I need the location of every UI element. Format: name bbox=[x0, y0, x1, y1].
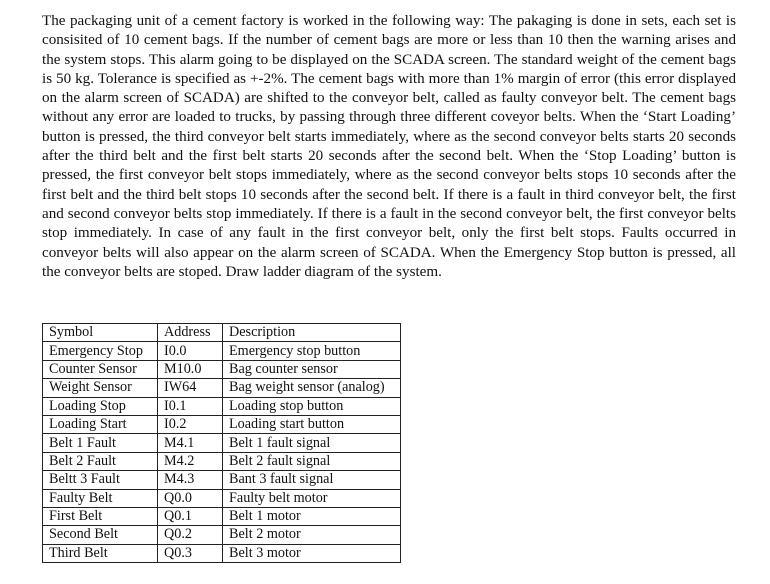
cell-symbol: Weight Sensor bbox=[43, 379, 158, 397]
header-address: Address bbox=[158, 324, 223, 342]
table-row bbox=[43, 526, 401, 544]
cell-address: I0.1 bbox=[158, 397, 223, 415]
cell-address: M10.0 bbox=[158, 360, 223, 378]
table-row bbox=[43, 415, 401, 433]
cell-address: I0.0 bbox=[158, 342, 223, 360]
table-row bbox=[43, 342, 401, 360]
table-row bbox=[43, 507, 401, 525]
cell-address: M4.3 bbox=[158, 471, 223, 489]
cell-description: Bant 3 fault signal bbox=[223, 471, 401, 489]
table-row bbox=[43, 544, 401, 562]
cell-description: Bag counter sensor bbox=[223, 360, 401, 378]
cell-symbol: Faulty Belt bbox=[43, 489, 158, 507]
cell-description: Belt 2 motor bbox=[223, 526, 401, 544]
table-header-row bbox=[43, 324, 401, 342]
cell-description: Emergency stop button bbox=[223, 342, 401, 360]
cell-symbol: Loading Stop bbox=[43, 397, 158, 415]
io-assignment-table bbox=[42, 323, 401, 563]
cell-description: Belt 1 motor bbox=[223, 507, 401, 525]
cell-symbol: Belt 2 Fault bbox=[43, 452, 158, 470]
cell-symbol: Beltt 3 Fault bbox=[43, 471, 158, 489]
table-row bbox=[43, 489, 401, 507]
cell-symbol: Belt 1 Fault bbox=[43, 434, 158, 452]
cell-address: Q0.2 bbox=[158, 526, 223, 544]
table-row bbox=[43, 452, 401, 470]
cell-address: Q0.0 bbox=[158, 489, 223, 507]
cell-description: Belt 3 motor bbox=[223, 544, 401, 562]
cell-address: IW64 bbox=[158, 379, 223, 397]
header-description: Description bbox=[223, 324, 401, 342]
cell-description: Loading stop button bbox=[223, 397, 401, 415]
cell-address: Q0.1 bbox=[158, 507, 223, 525]
cell-symbol: Second Belt bbox=[43, 526, 158, 544]
cell-description: Bag weight sensor (analog) bbox=[223, 379, 401, 397]
cell-address: Q0.3 bbox=[158, 544, 223, 562]
table-row bbox=[43, 397, 401, 415]
cell-symbol: Counter Sensor bbox=[43, 360, 158, 378]
cell-address: M4.1 bbox=[158, 434, 223, 452]
header-symbol: Symbol bbox=[43, 324, 158, 342]
cell-description: Belt 1 fault signal bbox=[223, 434, 401, 452]
cell-symbol: Emergency Stop bbox=[43, 342, 158, 360]
cell-address: M4.2 bbox=[158, 452, 223, 470]
cell-description: Belt 2 fault signal bbox=[223, 452, 401, 470]
cell-symbol: Third Belt bbox=[43, 544, 158, 562]
cell-description: Loading start button bbox=[223, 415, 401, 433]
table-row bbox=[43, 434, 401, 452]
table-row bbox=[43, 471, 401, 489]
table-row bbox=[43, 360, 401, 378]
cell-symbol: First Belt bbox=[43, 507, 158, 525]
cell-symbol: Loading Start bbox=[43, 415, 158, 433]
cell-description: Faulty belt motor bbox=[223, 489, 401, 507]
cell-address: I0.2 bbox=[158, 415, 223, 433]
problem-statement: The packaging unit of a cement factory is worked in the following way: The pakaging is done in sets, each set is consisited of 10 cement bags. If the number of cement bags are more or less than 10 then the warning arises and the system stops. This alarm going to be displayed on the SCADA screen. The standard weight of the cement bags is 50 kg. Tolerance is specified as +-2%. The cement bags with more than 1% margin of error (this error displayed on the alarm screen of SCADA) are shifted to the conveyor belt, called as faulty conveyor belt. The cement bags without any error are loaded to trucks, by passing through three different coveyor belts. When the ‘Start Loading’ button is pressed, the third conveyor belt starts immediately, where as the second conveyor belts starts 20 seconds after the third belt and the first belt starts 20 seconds after the second belt. When the ‘Stop Loading’ button is pressed, the first conveyor belt stops immediately, where as the second conveyor belts stops 10 seconds after the first belt and the third belt stops 10 seconds after the second belt. If there is a fault in third conveyor belt, the first and second conveyor belts stop immediately. If there is a fault in the second conveyor belt, the first conveyor belts stop immediately. In case of any fault in the first conveyor belt, only the first belt stops. Faults occurred in conveyor belts will also appear on the alarm screen of SCADA. When the Emergency Stop button is pressed, all the conveyor belts are stoped. Draw ladder diagram of the system. bbox=[42, 13, 736, 280]
table-row bbox=[43, 379, 401, 397]
